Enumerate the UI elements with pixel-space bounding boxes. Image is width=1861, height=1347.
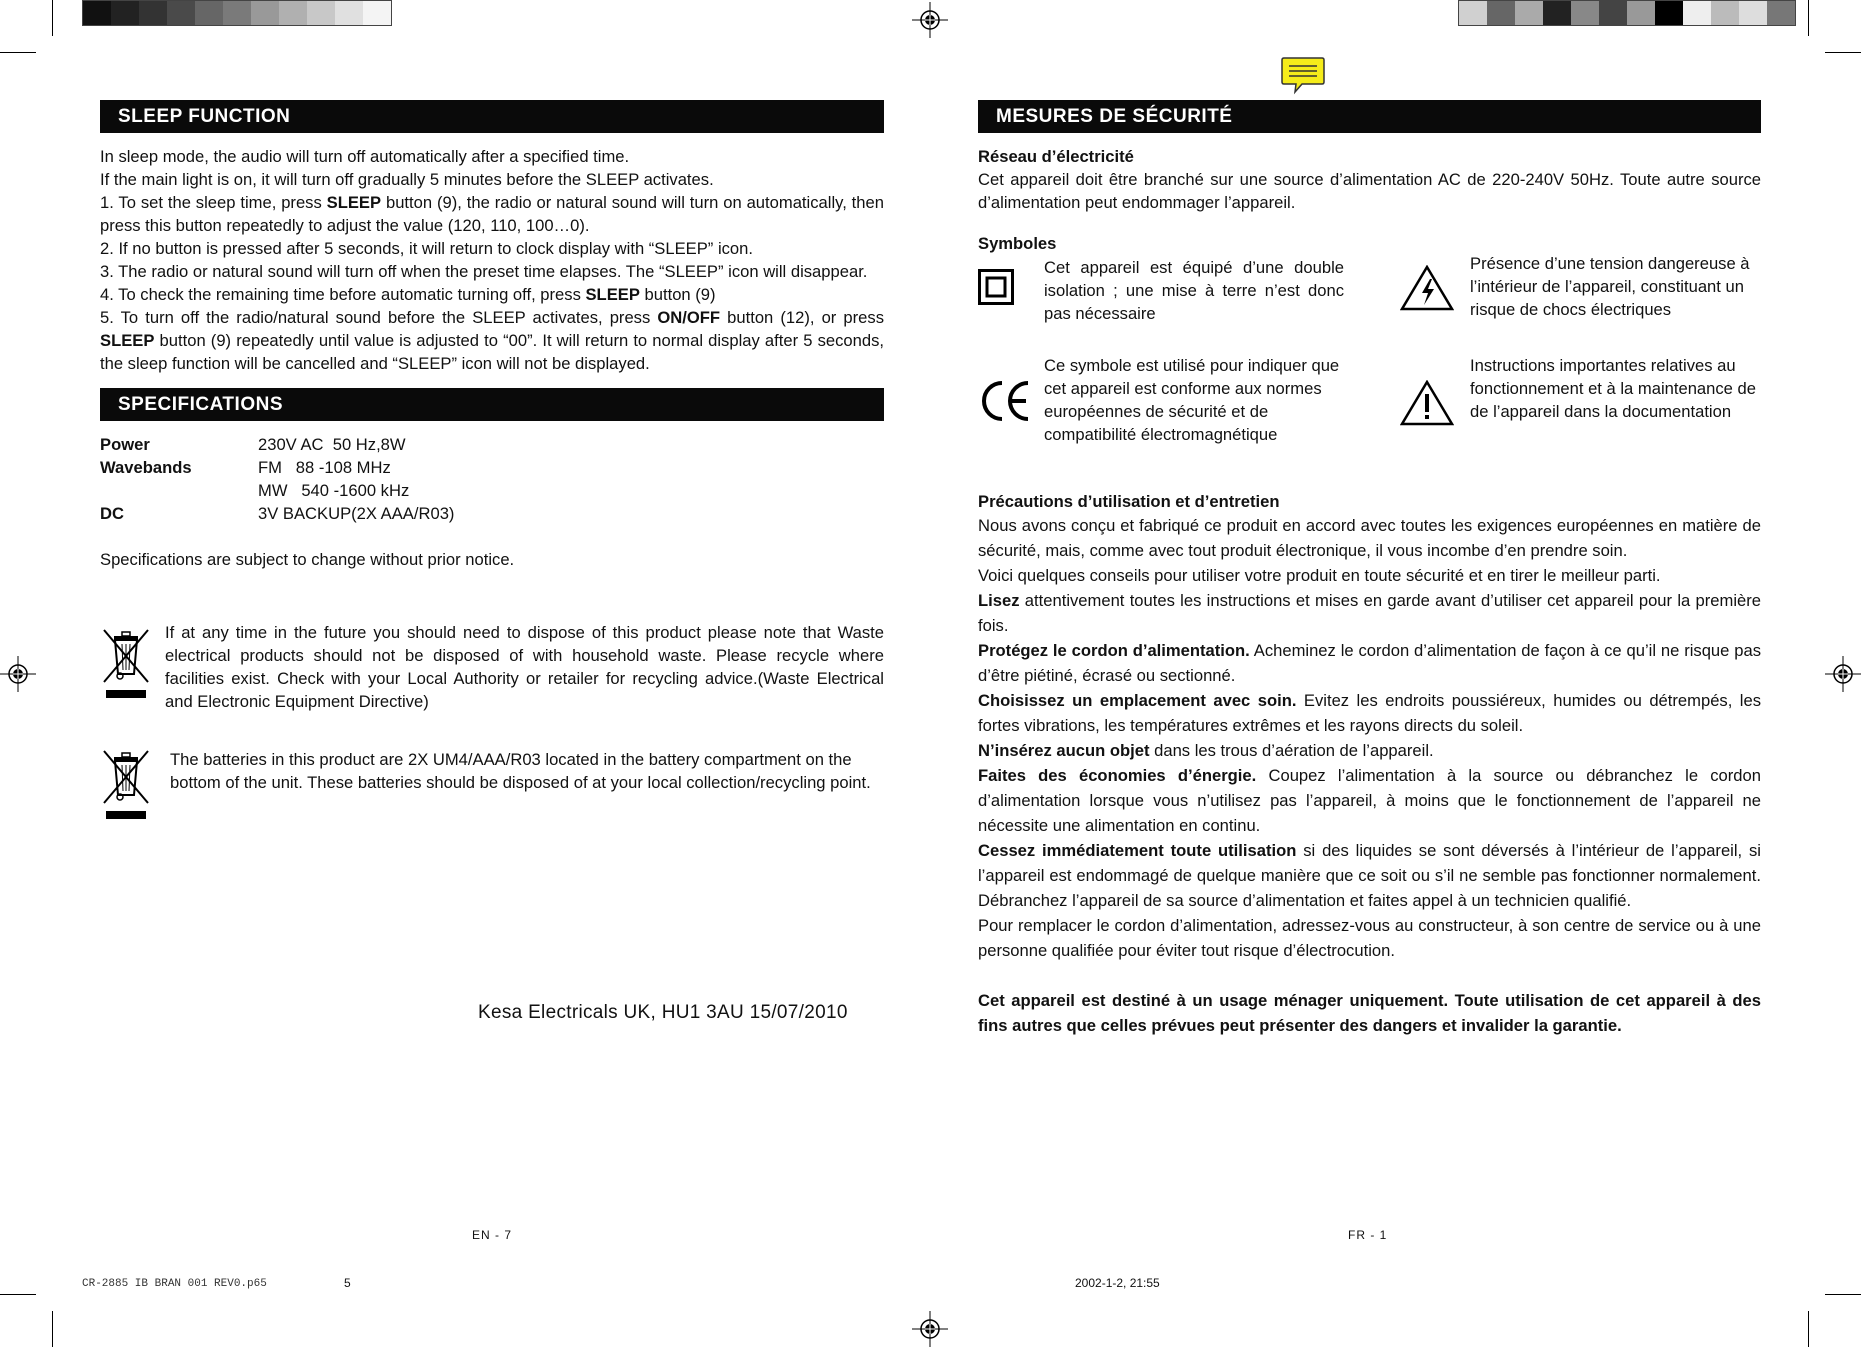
double-insulation-icon [978, 269, 1014, 305]
spec-row: DC 3V BACKUP(2X AAA/R03) [100, 504, 455, 523]
page-number-right: FR - 1 [1348, 1228, 1388, 1242]
crop-mark [1825, 52, 1861, 53]
prec-faites: Faites des économies d’énergie. Coupez l’alimentation à la source ou débranchez le cordon d’alimentation lorsque vous n’utilisez pas l’appareil, à moins que le fonctionnement de l’appareil ne nécessite une alimentation en continu. [978, 766, 1761, 835]
prec-pour: Pour remplacer le cordon d’alimentation, adressez-vous au constructeur, à son centre de service ou à une personne qualifiée pour éviter tout risque d’électrocution. [978, 916, 1761, 960]
footer-date: 2002-1-2, 21:55 [1075, 1276, 1160, 1290]
precautions-section [978, 490, 1761, 1038]
prec-ninserez: N’insérez aucun objet dans les trous d’aération de l’appareil. [978, 741, 1434, 760]
footer-filename: CR-2885 IB BRAN 001 REV0.p65 [82, 1278, 267, 1290]
crop-mark [1808, 1311, 1809, 1347]
page-number-left: EN - 7 [472, 1228, 513, 1242]
footer-page-number: 5 [344, 1276, 351, 1290]
specifications-table [100, 433, 884, 525]
securite-heading: MESURES DE SÉCURITÉ [978, 100, 1761, 133]
sym-ce-text: Ce symbole est utilisé pour indiquer que cet appareil est conforme aux normes européennes de sécurité et de compatibilité électromagnétique [1044, 356, 1340, 444]
prec-intro: Nous avons conçu et fabriqué ce produit en accord avec toutes les exigences européennes en matière de sécurité, mais, comme avec tout produit électronique, il vous incombe d’en prendre soin. [978, 516, 1761, 560]
crop-mark [0, 1294, 36, 1295]
ce-mark-icon [978, 378, 1032, 424]
prec-lisez: Lisez attentivement toutes les instructions et mises en garde avant d’utiliser cet appareil pour la première fois. [978, 591, 1761, 635]
registration-mark-icon [0, 656, 36, 692]
company-address: Kesa Electricals UK, HU1 3AU 15/07/2010 [478, 1002, 848, 1023]
prec-conseils: Voici quelques conseils pour utiliser votre produit en toute sécurité et en tirer le meilleur parti. [978, 566, 1661, 585]
sym-double-text: Cet appareil est équipé d’une double isolation ; une mise à terre n’est donc pas nécessaire [1044, 258, 1344, 323]
crop-mark [1808, 0, 1809, 36]
sleep-step-1: 1. To set the sleep time, press SLEEP button (9), the radio or natural sound will turn on automatically, then press this button repeatedly to adjust the value (120, 110, 100…0). [100, 193, 884, 235]
spec-row: Wavebands FM 88 -108 MHz [100, 458, 391, 477]
prec-cessez: Cessez immédiatement toute utilisation si des liquides se sont déversés à l’intérieur de l’appareil, si l’appareil est endommagé de quelque manière que ce soit ou s’il ne semble pas fonctionner normalement. Débranchez l’appareil de sa source d’alimentation et faites appel à un technicien qualifié. [978, 841, 1761, 910]
lightning-warning-icon [1400, 265, 1454, 311]
sleep-function-body [100, 145, 884, 375]
crop-mark [52, 1311, 53, 1347]
prec-choisissez: Choisissez un emplacement avec soin. Evitez les endroits poussiéreux, humides ou détrempés, les fortes vibrations, les températures extrêmes et les rayons directs du soleil. [978, 691, 1761, 735]
registration-mark-icon [912, 2, 948, 38]
sleep-step-2: 2. If no button is pressed after 5 seconds, it will return to clock display with “SLEEP” icon. [100, 239, 753, 258]
sleep-step-3: 3. The radio or natural sound will turn off when the preset time elapses. The “SLEEP” icon will disappear. [100, 262, 868, 281]
prec-final-warning: Cet appareil est destiné à un usage ménager uniquement. Toute utilisation de cet appareil à des fins autres que celles prévues peut présenter des dangers et invalider la garantie. [978, 991, 1761, 1035]
crossed-bin-icon [100, 745, 152, 821]
spec-row: Power 230V AC 50 Hz,8W [100, 435, 406, 454]
sleep-intro: In sleep mode, the audio will turn off automatically after a specified time. [100, 147, 630, 166]
sleep-step-4: 4. To check the remaining time before automatic turning off, press SLEEP button (9) [100, 285, 716, 304]
crop-mark [0, 52, 36, 53]
reseau-text: Cet appareil doit être branché sur une source d’alimentation AC de 220-240V 50Hz. Toute autre source d’alimentation peut endommager l’appareil. [978, 170, 1761, 212]
color-bar-left [82, 0, 392, 26]
registration-mark-icon [912, 1311, 948, 1347]
specifications-heading: SPECIFICATIONS [100, 388, 884, 421]
weee-notice: If at any time in the future you should need to dispose of this product please note that Waste electrical products should not be disposed of with household waste. Please recycle where facilities exist. Check with your Local Authority or retailer for recycling advice.(Waste Electrical and Electronic Equipment Directive) [165, 623, 884, 711]
sleep-function-heading: SLEEP FUNCTION [100, 100, 884, 133]
exclamation-warning-icon [1400, 380, 1454, 426]
sym-tension-text: Présence d’une tension dangereuse à l’intérieur de l’appareil, constituant un risque de chocs électriques [1470, 254, 1750, 319]
crop-mark [52, 0, 53, 36]
comment-note-icon[interactable] [1280, 55, 1326, 95]
color-bar-right [1458, 0, 1796, 26]
crossed-bin-icon [100, 624, 152, 700]
sleep-light: If the main light is on, it will turn off gradually 5 minutes before the SLEEP activates. [100, 170, 714, 189]
prec-protegez: Protégez le cordon d’alimentation. Acheminez le cordon d’alimentation de façon à ce qu’il ne risque pas d’être piétiné, écrasé ou sectionné. [978, 641, 1762, 685]
spec-notice: Specifications are subject to change without prior notice. [100, 550, 515, 569]
precautions-heading: Précautions d’utilisation et d’entretien [978, 492, 1280, 511]
registration-mark-icon [1825, 656, 1861, 692]
right-page [978, 100, 1761, 255]
sleep-step-5: 5. To turn off the radio/natural sound before the SLEEP activates, press ON/OFF button (12), or press SLEEP button (9) repeatedly until value is adjusted to “00”. It will return to normal display after 5 seconds, the sleep function will be cancelled and “SLEEP” icon will not be displayed. [100, 308, 884, 373]
reseau-heading: Réseau d’électricité [978, 147, 1134, 166]
batteries-notice: The batteries in this product are 2X UM4/AAA/R03 located in the battery compartment on the bottom of the unit. These batteries should be disposed of at your local collection/recycling point. [170, 750, 871, 792]
left-page [100, 100, 884, 571]
crop-mark [1825, 1294, 1861, 1295]
spec-row: MW 540 -1600 kHz [258, 481, 410, 500]
sym-instructions-text: Instructions importantes relatives au fonctionnement et à la maintenance de de l’appareil dans la documentation [1470, 356, 1756, 421]
symboles-heading: Symboles [978, 234, 1057, 253]
